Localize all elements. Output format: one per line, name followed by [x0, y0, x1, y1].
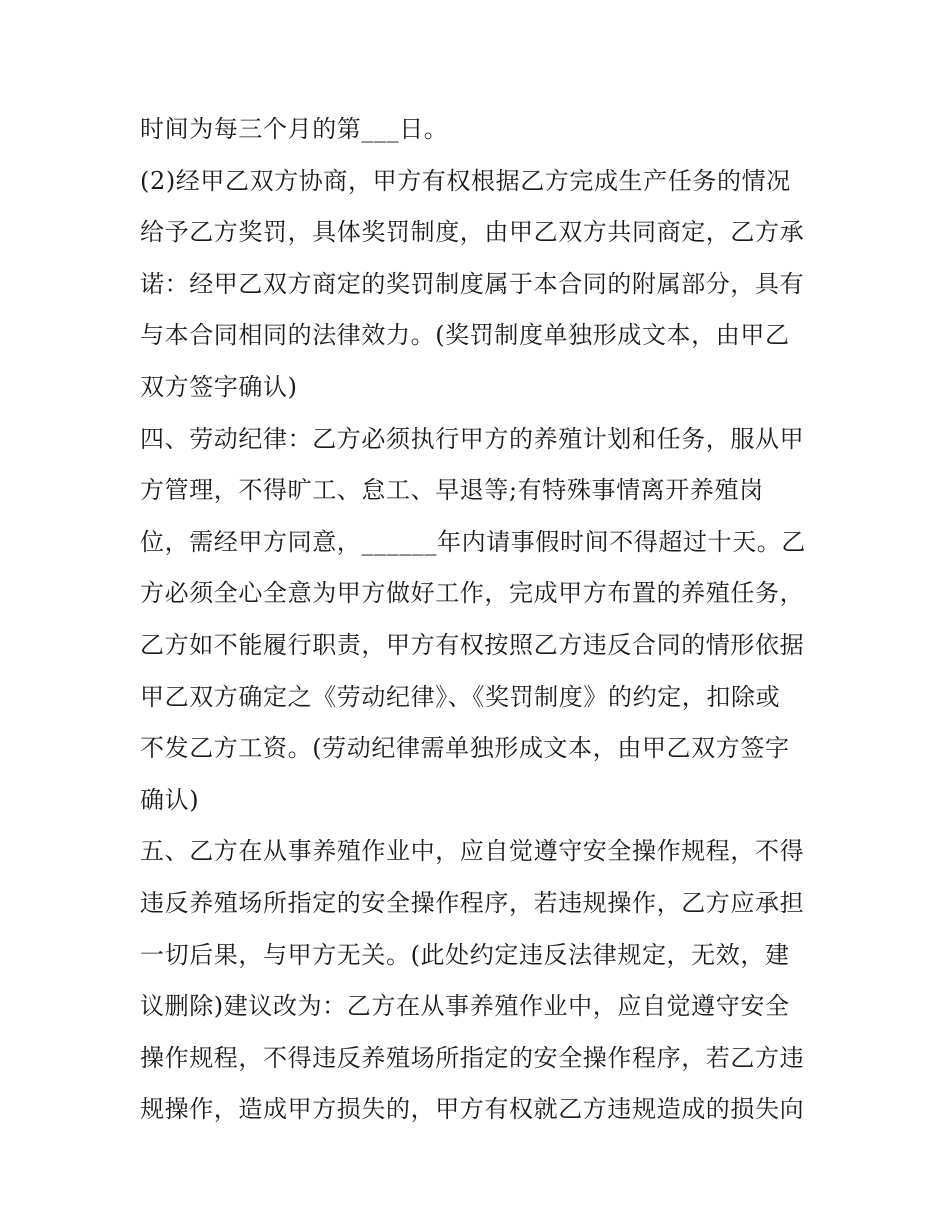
text-line: 规操作，造成甲方损失的，甲方有权就乙方违规造成的损失向 [140, 1095, 805, 1124]
text-line: 五、乙方在从事养殖作业中，应自觉遵守安全操作规程，不得 [140, 837, 805, 866]
text-line: 操作规程，不得违反养殖场所指定的安全操作程序，若乙方违 [140, 1043, 805, 1072]
text-line: 方管理，不得旷工、怠工、早退等;有特殊事情离开养殖岗 [140, 476, 764, 505]
text-line: 违反养殖场所指定的安全操作程序，若违规操作，乙方应承担 [140, 888, 805, 917]
text-line: 时间为每三个月的第___日。 [140, 115, 449, 143]
contract-text [140, 104, 820, 1136]
text-line: 不发乙方工资。(劳动纪律需单独形成文本，由甲乙双方签字 [140, 734, 790, 763]
text-line: 诺：经甲乙双方商定的奖罚制度属于本合同的附属部分，具有 [140, 269, 805, 298]
text-line: 议删除)建议改为：乙方在从事养殖作业中，应自觉遵守安全 [140, 992, 790, 1021]
text-line: 给予乙方奖罚，具体奖罚制度，由甲乙双方共同商定，乙方承 [140, 218, 805, 247]
text-line: 乙方如不能履行职责，甲方有权按照乙方违反合同的情形依据 [140, 630, 805, 659]
text-line: 一切后果，与甲方无关。(此处约定违反法律规定，无效，建 [140, 940, 790, 969]
text-line: 甲乙双方确定之《劳动纪律》、《奖罚制度》的约定，扣除或 [140, 682, 781, 711]
text-line: 位，需经甲方同意，______年内请事假时间不得超过十天。乙 [140, 527, 806, 556]
text-line: (2)经甲乙双方协商，甲方有权根据乙方完成生产任务的情况 [140, 166, 791, 195]
text-line: 方必须全心全意为甲方做好工作，完成甲方布置的养殖任务， [140, 579, 805, 608]
text-line: 双方签字确认) [140, 372, 298, 401]
text-line: 确认) [140, 785, 200, 814]
text-line: 与本合同相同的法律效力。(奖罚制度单独形成文本，由甲乙 [140, 321, 790, 350]
text-line: 四、劳动纪律：乙方必须执行甲方的养殖计划和任务，服从甲 [140, 424, 805, 453]
